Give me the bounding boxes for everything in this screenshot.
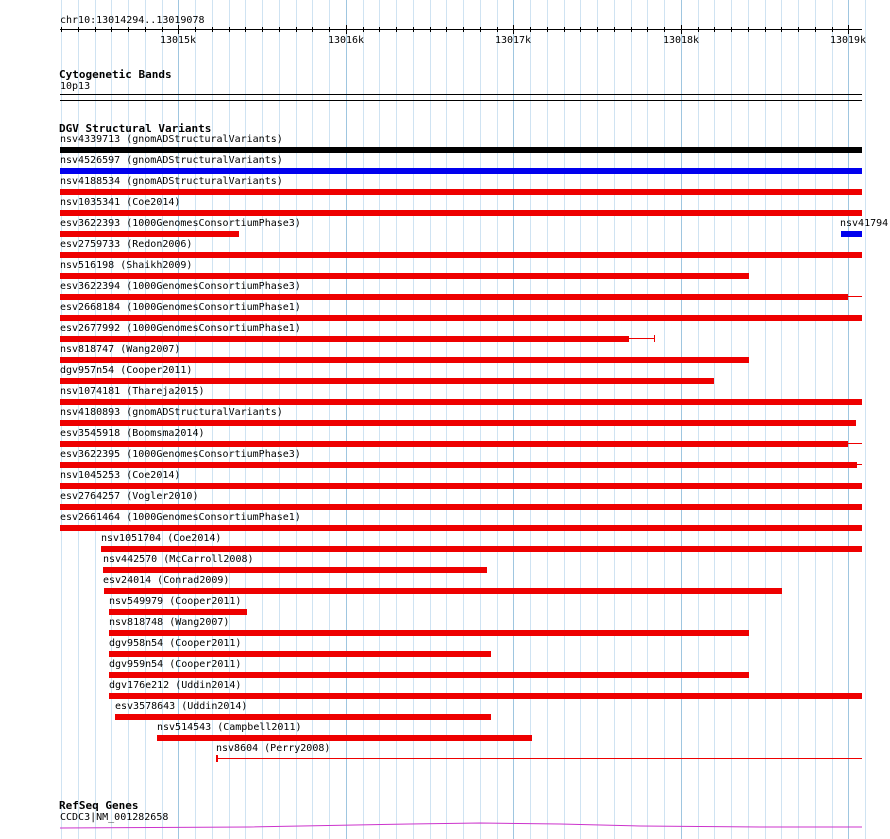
dgv-feature-label[interactable]: nsv41794 [840, 218, 889, 229]
ruler-tick-label: 13018k [662, 35, 700, 46]
dgv-feature-label[interactable]: nsv1051704 (Coe2014) [101, 533, 222, 544]
dgv-feature-label[interactable]: esv2661464 (1000GenomesConsortiumPhase1) [60, 512, 301, 523]
ruler-minor-tick [798, 27, 799, 32]
ruler-minor-tick [128, 27, 129, 32]
dgv-feature-bar[interactable] [115, 714, 491, 720]
ruler-minor-tick [832, 27, 833, 32]
dgv-feature-bar[interactable] [60, 525, 862, 531]
dgv-feature-bar[interactable] [60, 378, 714, 384]
dgv-feature-bar[interactable] [60, 483, 862, 489]
dgv-feature-bar[interactable] [60, 210, 862, 216]
ruler-minor-tick [564, 27, 565, 32]
ruler-major-tick [513, 25, 514, 34]
ruler-minor-tick [212, 27, 213, 32]
ruler-minor-tick [463, 27, 464, 32]
dgv-feature-extension[interactable] [848, 443, 862, 444]
dgv-feature-label[interactable]: nsv4180893 (gnomADStructuralVariants) [60, 407, 283, 418]
dgv-feature-whisker[interactable] [629, 338, 654, 339]
dgv-feature-label[interactable]: dgv959n54 (Cooper2011) [109, 659, 242, 670]
ruler-major-tick [681, 25, 682, 34]
dgv-feature-bar[interactable] [60, 399, 862, 405]
dgv-feature-bar[interactable] [841, 231, 862, 237]
dgv-feature-bar[interactable] [60, 441, 848, 447]
ruler-minor-tick [430, 27, 431, 32]
dgv-feature-label[interactable]: nsv516198 (Shaikh2009) [60, 260, 193, 271]
dgv-feature-label[interactable]: esv3622394 (1000GenomesConsortiumPhase3) [60, 281, 301, 292]
ruler-minor-tick [61, 27, 62, 32]
dgv-feature-bar[interactable] [103, 567, 487, 573]
dgv-feature-extension[interactable] [848, 296, 862, 297]
dgv-feature-bar[interactable] [60, 168, 862, 174]
ruler-minor-tick [781, 27, 782, 32]
ruler-tick-label: 13019k [829, 35, 867, 46]
ruler-major-tick [346, 25, 347, 34]
ruler-minor-tick [765, 27, 766, 32]
ruler-minor-tick [312, 27, 313, 32]
ruler-minor-tick [279, 27, 280, 32]
dgv-track-title: DGV Structural Variants [59, 122, 212, 135]
dgv-feature-label[interactable]: nsv1045253 (Coe2014) [60, 470, 181, 481]
cytoband-track-title: Cytogenetic Bands [59, 68, 172, 81]
dgv-feature-label[interactable]: esv24014 (Conrad2009) [103, 575, 230, 586]
ruler-minor-tick [530, 27, 531, 32]
refseq-gene-label[interactable]: CCDC3|NM_001282658 [60, 812, 169, 823]
ruler-minor-tick [748, 27, 749, 32]
ruler-tick-label: 13016k [327, 35, 365, 46]
dgv-feature-line[interactable] [216, 758, 862, 759]
dgv-feature-label[interactable]: esv3578643 (Uddin2014) [115, 701, 248, 712]
ruler-minor-tick [229, 27, 230, 32]
ruler-minor-tick [580, 27, 581, 32]
dgv-feature-bar[interactable] [157, 735, 532, 741]
dgv-feature-bar[interactable] [109, 651, 491, 657]
dgv-feature-bar[interactable] [109, 630, 749, 636]
ruler-minor-tick [379, 27, 380, 32]
dgv-feature-bar[interactable] [60, 315, 862, 321]
dgv-feature-label[interactable]: nsv4339713 (gnomADStructuralVariants) [60, 134, 283, 145]
dgv-feature-extension[interactable] [857, 464, 862, 465]
dgv-feature-label[interactable]: nsv818748 (Wang2007) [109, 617, 230, 628]
dgv-feature-label[interactable]: nsv4526597 (gnomADStructuralVariants) [60, 155, 283, 166]
ruler-axis [60, 29, 862, 30]
dgv-feature-label[interactable]: esv3545918 (Boomsma2014) [60, 428, 205, 439]
dgv-feature-label[interactable]: nsv4188534 (gnomADStructuralVariants) [60, 176, 283, 187]
dgv-feature-bar[interactable] [109, 672, 749, 678]
ruler-minor-tick [162, 27, 163, 32]
ruler-minor-tick [714, 27, 715, 32]
dgv-feature-label[interactable]: dgv176e212 (Uddin2014) [109, 680, 242, 691]
dgv-feature-label[interactable]: dgv958n54 (Cooper2011) [109, 638, 242, 649]
ruler-minor-tick [597, 27, 598, 32]
ruler-minor-tick [145, 27, 146, 32]
dgv-feature-bar[interactable] [60, 252, 862, 258]
dgv-feature-label[interactable]: nsv514543 (Campbell2011) [157, 722, 302, 733]
ruler-minor-tick [78, 27, 79, 32]
dgv-feature-bar[interactable] [60, 189, 862, 195]
dgv-feature-label[interactable]: esv2668184 (1000GenomesConsortiumPhase1) [60, 302, 301, 313]
dgv-feature-label[interactable]: esv3622393 (1000GenomesConsortiumPhase3) [60, 218, 301, 229]
dgv-feature-label[interactable]: nsv1035341 (Coe2014) [60, 197, 181, 208]
dgv-feature-bar[interactable] [60, 294, 848, 300]
dgv-feature-label[interactable]: nsv442570 (McCarroll2008) [103, 554, 254, 565]
dgv-feature-bar[interactable] [109, 693, 862, 699]
ruler-minor-tick [262, 27, 263, 32]
cytoband-outline-top [60, 94, 862, 95]
location-label: chr10:13014294..13019078 [60, 15, 205, 26]
ruler-minor-tick [396, 27, 397, 32]
ruler-tick-label: 13017k [494, 35, 532, 46]
dgv-feature-bar[interactable] [60, 504, 862, 510]
ruler-minor-tick [195, 27, 196, 32]
dgv-feature-bar[interactable] [60, 231, 239, 237]
dgv-feature-label[interactable]: esv3622395 (1000GenomesConsortiumPhase3) [60, 449, 301, 460]
ruler-minor-tick [547, 27, 548, 32]
dgv-feature-bar[interactable] [60, 420, 856, 426]
ruler-minor-tick [647, 27, 648, 32]
ruler-minor-tick [698, 27, 699, 32]
dgv-feature-cap[interactable] [654, 335, 655, 342]
ruler-minor-tick [614, 27, 615, 32]
dgv-feature-label[interactable]: esv2677992 (1000GenomesConsortiumPhase1) [60, 323, 301, 334]
ruler-minor-tick [95, 27, 96, 32]
cytoband-label[interactable]: 10p13 [60, 81, 91, 92]
ruler-minor-tick [446, 27, 447, 32]
dgv-feature-bar[interactable] [60, 273, 749, 279]
ruler-major-tick [848, 25, 849, 34]
ruler-minor-tick [731, 27, 732, 32]
dgv-feature-label[interactable]: esv2764257 (Vogler2010) [60, 491, 199, 502]
ruler-minor-tick [296, 27, 297, 32]
dgv-feature-bar[interactable] [109, 609, 247, 615]
dgv-feature-bar[interactable] [60, 357, 749, 363]
dgv-feature-bar[interactable] [60, 147, 862, 153]
dgv-feature-label[interactable]: nsv1074181 (Thareja2015) [60, 386, 205, 397]
dgv-feature-bar[interactable] [104, 588, 782, 594]
dgv-feature-label[interactable]: esv2759733 (Redon2006) [60, 239, 193, 250]
ruler-tick-label: 13015k [159, 35, 197, 46]
ruler-minor-tick [480, 27, 481, 32]
dgv-feature-bar[interactable] [101, 546, 862, 552]
ruler-minor-tick [497, 27, 498, 32]
cytoband-outline-bottom [60, 100, 862, 101]
ruler-minor-tick [664, 27, 665, 32]
dgv-feature-bar[interactable] [60, 462, 857, 468]
ruler-minor-tick [245, 27, 246, 32]
dgv-feature-bar[interactable] [60, 336, 629, 342]
ruler-minor-tick [631, 27, 632, 32]
ruler-minor-tick [111, 27, 112, 32]
ruler-minor-tick [413, 27, 414, 32]
dgv-feature-label[interactable]: dgv957n54 (Cooper2011) [60, 365, 193, 376]
ruler-minor-tick [815, 27, 816, 32]
dgv-feature-label[interactable]: nsv8604 (Perry2008) [216, 743, 331, 754]
ruler-minor-tick [363, 27, 364, 32]
ruler-minor-tick [329, 27, 330, 32]
dgv-feature-label[interactable]: nsv818747 (Wang2007) [60, 344, 181, 355]
dgv-feature-label[interactable]: nsv549979 (Cooper2011) [109, 596, 242, 607]
refseq-track-title: RefSeq Genes [59, 799, 139, 812]
